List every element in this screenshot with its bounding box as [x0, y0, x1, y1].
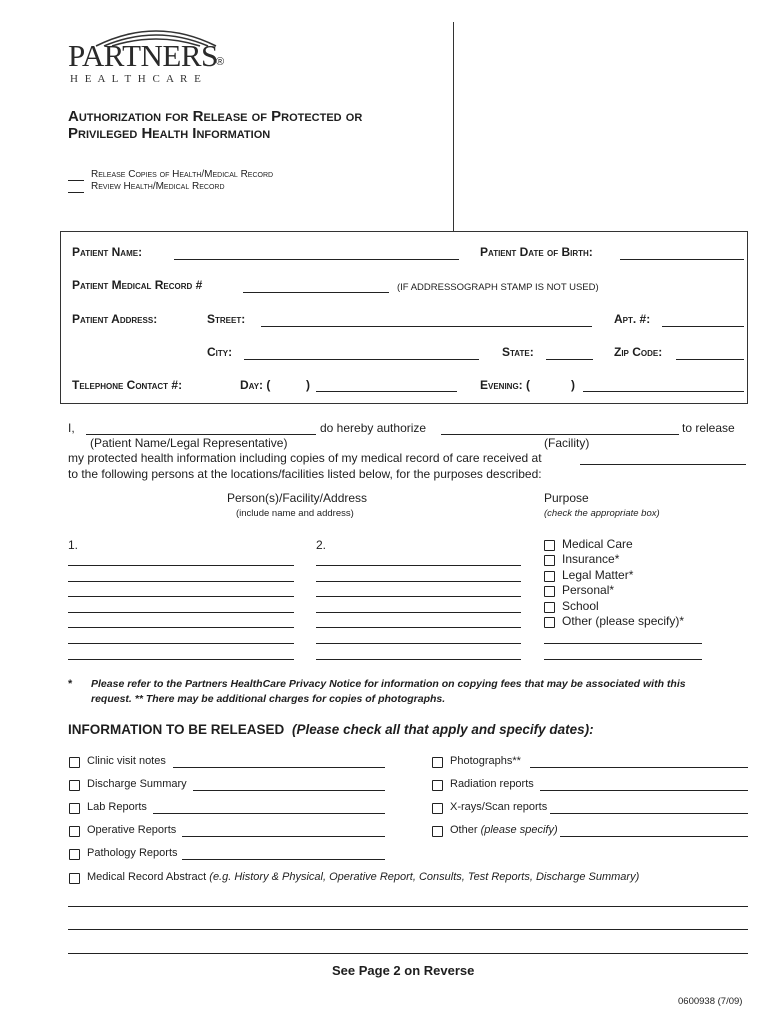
operative-reports-dates[interactable]	[182, 836, 385, 837]
apt-label: Apt. #:	[614, 312, 651, 326]
purpose-school-checkbox[interactable]	[544, 602, 555, 613]
see-page-2: See Page 2 on Reverse	[332, 963, 475, 978]
recipient-1-line[interactable]	[68, 659, 294, 660]
patient-mrn-label: Patient Medical Record #	[72, 278, 203, 292]
pathology-reports-checkbox[interactable]	[69, 849, 80, 860]
apt-field[interactable]	[662, 326, 744, 327]
patient-dob-label: Patient Date of Birth:	[480, 245, 593, 259]
other-info-dates[interactable]	[560, 836, 748, 837]
other-info-note: (please specify)	[480, 824, 558, 836]
purpose-insurance-checkbox[interactable]	[544, 555, 555, 566]
recipient-1-line[interactable]	[68, 565, 294, 566]
state-field[interactable]	[546, 359, 593, 360]
radiation-reports-checkbox[interactable]	[432, 780, 443, 791]
street-label: Street:	[207, 312, 246, 326]
notice-line1: Please refer to the Partners HealthCare Privacy Notice for information on copying fees that may be associated with this	[91, 678, 686, 690]
radiation-reports-dates[interactable]	[540, 790, 748, 791]
review-record-blank[interactable]	[68, 192, 84, 193]
release-copies-blank[interactable]	[68, 180, 84, 181]
medical-record-abstract-label	[87, 871, 639, 883]
pathology-reports-dates[interactable]	[182, 859, 385, 860]
lab-reports-dates[interactable]	[153, 813, 385, 814]
purpose-other-line[interactable]	[544, 659, 702, 660]
auth-to-release-text: to release	[682, 421, 735, 435]
discharge-summary-dates[interactable]	[193, 790, 385, 791]
patient-mrn-field[interactable]	[243, 292, 389, 293]
lab-reports-checkbox[interactable]	[69, 803, 80, 814]
city-label: City:	[207, 345, 233, 359]
patient-name-label: Patient Name:	[72, 245, 143, 259]
recipients-subheader: (include name and address)	[236, 508, 354, 519]
purpose-other-line[interactable]	[544, 643, 702, 644]
city-field[interactable]	[244, 359, 479, 360]
header-divider	[453, 22, 454, 232]
recipient-2-line[interactable]	[316, 565, 521, 566]
purpose-legal-checkbox[interactable]	[544, 571, 555, 582]
other-info-text: Other	[450, 824, 478, 836]
purpose-medical-care-checkbox[interactable]	[544, 540, 555, 551]
patient-dob-field[interactable]	[620, 259, 744, 260]
clinic-visit-notes-checkbox[interactable]	[69, 757, 80, 768]
release-copies-label: Release Copies of Health/Medical Record	[91, 169, 274, 180]
radiation-reports-label: Radiation reports	[450, 778, 534, 790]
photographs-label: Photographs**	[450, 755, 521, 767]
zip-label: Zip Code:	[614, 345, 663, 359]
other-info-checkbox[interactable]	[432, 826, 443, 837]
discharge-summary-checkbox[interactable]	[69, 780, 80, 791]
purpose-school-label: School	[562, 599, 599, 613]
auth-line3: to the following persons at the locations/facilities listed below, for the purposes described:	[68, 467, 542, 481]
clinic-visit-notes-dates[interactable]	[173, 767, 385, 768]
recipient-2-line[interactable]	[316, 596, 521, 597]
purpose-other-label: Other (please specify)*	[562, 614, 685, 628]
xrays-scan-reports-checkbox[interactable]	[432, 803, 443, 814]
abstract-line[interactable]	[68, 929, 748, 930]
abstract-line[interactable]	[68, 953, 748, 954]
discharge-summary-label: Discharge Summary	[87, 778, 187, 790]
recipient-1-number: 1.	[68, 538, 79, 552]
recipients-header: Person(s)/Facility/Address	[227, 491, 368, 505]
recipient-2-line[interactable]	[316, 643, 521, 644]
day-phone-field[interactable]	[316, 391, 457, 392]
purpose-personal-checkbox[interactable]	[544, 586, 555, 597]
purpose-subheader: (check the appropriate box)	[544, 508, 660, 519]
recipient-1-line[interactable]	[68, 643, 294, 644]
recipient-1-line[interactable]	[68, 581, 294, 582]
operative-reports-checkbox[interactable]	[69, 826, 80, 837]
recipient-1-line[interactable]	[68, 596, 294, 597]
xrays-scan-reports-dates[interactable]	[550, 813, 748, 814]
evening-phone-label: Evening: (	[480, 378, 531, 392]
day-phone-close: )	[306, 378, 310, 392]
recipient-2-line[interactable]	[316, 581, 521, 582]
day-phone-label: Day: (	[240, 378, 271, 392]
auth-i: I,	[68, 421, 75, 435]
recipient-1-line[interactable]	[68, 627, 294, 628]
telephone-label: Telephone Contact #:	[72, 378, 183, 392]
purpose-other-checkbox[interactable]	[544, 617, 555, 628]
auth-line2: my protected health information including copies of my medical record of care received at	[68, 451, 542, 465]
form-number: 0600938 (7/09)	[678, 996, 743, 1007]
purpose-header: Purpose	[544, 491, 589, 505]
recipient-2-line[interactable]	[316, 659, 521, 660]
evening-phone-close: )	[571, 378, 575, 392]
medical-record-abstract-checkbox[interactable]	[69, 873, 80, 884]
info-heading	[68, 722, 594, 737]
logo-tagline: H E A L T H C A R E	[70, 73, 203, 85]
patient-representative-field[interactable]	[86, 434, 316, 435]
patient-mrn-note: (IF ADDRESSOGRAPH STAMP IS NOT USED)	[397, 282, 599, 293]
operative-reports-label: Operative Reports	[87, 824, 177, 836]
sub-facility-label: (Facility)	[544, 436, 590, 450]
sub-patient-label: (Patient Name/Legal Representative)	[90, 436, 288, 450]
info-heading-note: (Please check all that apply and specify dates):	[292, 722, 594, 737]
auth-authorize-text: do hereby authorize	[320, 421, 427, 435]
photographs-dates[interactable]	[530, 767, 748, 768]
form-title-line1: Authorization for Release of Protected or	[68, 108, 363, 125]
other-info-label	[450, 824, 558, 836]
purpose-insurance-label: Insurance*	[562, 552, 620, 566]
abstract-note: (e.g. History & Physical, Operative Report, Consults, Test Reports, Discharge Summary)	[209, 871, 640, 883]
review-record-label: Review Health/Medical Record	[91, 181, 225, 192]
patient-address-label: Patient Address:	[72, 312, 158, 326]
pathology-reports-label: Pathology Reports	[87, 847, 178, 859]
street-field[interactable]	[261, 326, 592, 327]
zip-field[interactable]	[676, 359, 744, 360]
recipient-2-line[interactable]	[316, 627, 521, 628]
recipient-1-line[interactable]	[68, 612, 294, 613]
recipient-2-line[interactable]	[316, 612, 521, 613]
notice-line2: request. ** There may be additional charges for copies of photographs.	[91, 693, 446, 705]
evening-phone-field[interactable]	[583, 391, 744, 392]
patient-name-field[interactable]	[174, 259, 459, 260]
notice-star: *	[68, 678, 73, 690]
form-title-line2: Privileged Health Information	[68, 125, 271, 142]
info-heading-text: INFORMATION TO BE RELEASED	[68, 722, 285, 737]
abstract-line[interactable]	[68, 906, 748, 907]
recipient-2-number: 2.	[316, 538, 327, 552]
facility-field[interactable]	[441, 434, 679, 435]
xrays-scan-reports-label: X-rays/Scan reports	[450, 801, 548, 813]
care-received-field[interactable]	[580, 464, 746, 465]
lab-reports-label: Lab Reports	[87, 801, 147, 813]
state-label: State:	[502, 345, 534, 359]
logo-registered: ®	[216, 56, 225, 68]
purpose-medical-care-label: Medical Care	[562, 537, 633, 551]
logo-brand: PARTNERS	[68, 38, 218, 73]
photographs-checkbox[interactable]	[432, 757, 443, 768]
purpose-personal-label: Personal*	[562, 583, 615, 597]
clinic-visit-notes-label: Clinic visit notes	[87, 755, 166, 767]
abstract-text: Medical Record Abstract	[87, 871, 207, 883]
purpose-legal-label: Legal Matter*	[562, 568, 634, 582]
